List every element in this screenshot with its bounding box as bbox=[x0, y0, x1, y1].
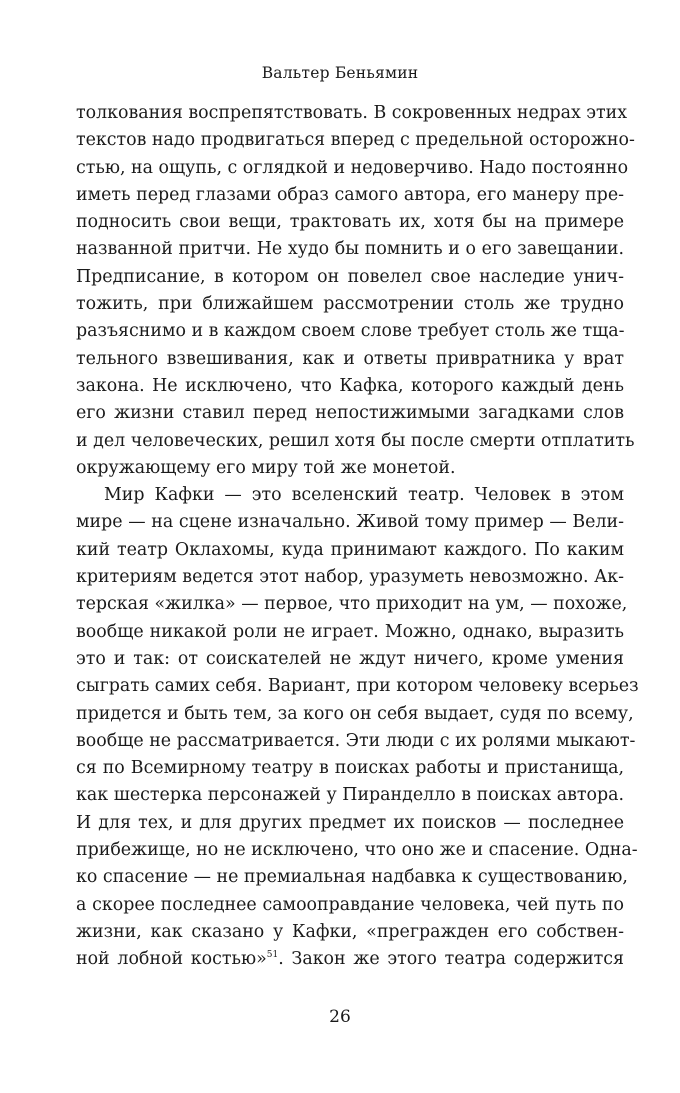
text-line: подносить свои вещи, трактовать их, хотя бы на примере bbox=[76, 212, 624, 233]
text-line: иметь перед глазами образ самого автора, его манеру пре- bbox=[76, 184, 624, 205]
text-line: Предписание, в котором он повелел свое наследие унич- bbox=[76, 266, 624, 287]
text-line: вообще не рассматривается. Эти люди с их ролями мыкают- bbox=[76, 730, 636, 751]
text-line: а скорее последнее самооправдание человека, чей путь по bbox=[76, 894, 624, 915]
text-line: его жизни ставил перед непостижимыми загадками слов bbox=[76, 403, 624, 424]
text-line: текстов надо продвигаться вперед с предельной осторожно- bbox=[76, 130, 635, 151]
paragraph-1 bbox=[76, 100, 635, 482]
text-line: критериям ведется этот набор, уразуметь невозможно. Ак- bbox=[76, 567, 624, 588]
text-line: И для тех, и для других предмет их поисков — последнее bbox=[76, 812, 624, 833]
text-line: окружающему его миру той же монетой. bbox=[76, 457, 456, 478]
page-number: 26 bbox=[329, 1007, 351, 1027]
paragraph-2 bbox=[76, 482, 639, 946]
text-line: это и так: от соискателей не ждут ничего, кроме умения bbox=[76, 648, 624, 669]
footnote-marker[interactable]: 51 bbox=[266, 950, 279, 961]
text-line: стью, на ощупь, с оглядкой и недоверчиво. Надо постоянно bbox=[76, 157, 629, 178]
line-segment: . Закон же этого театра содержится bbox=[278, 949, 624, 970]
text-line: и дел человеческих, решил хотя бы после смерти отплатить bbox=[76, 430, 635, 451]
text-line: закона. Не исключено, что Кафка, которого каждый день bbox=[76, 375, 624, 396]
text-line: мире — на сцене изначально. Живой тому пример — Вели- bbox=[76, 512, 624, 533]
body-text bbox=[76, 100, 639, 974]
text-line: названной притчи. Не худо бы помнить и о его завещании. bbox=[76, 239, 624, 260]
line-segment: ной лобной костью» bbox=[76, 949, 267, 970]
text-line: как шестерка персонажей у Пиранделло в поисках автора. bbox=[76, 785, 624, 806]
text-line: тельного взвешивания, как и ответы привратника у врат bbox=[76, 348, 624, 369]
text-line: сыграть самих себя. Вариант, при котором человеку всерьез bbox=[76, 676, 639, 697]
text-line: тожить, при ближайшем рассмотрении столь же трудно bbox=[76, 294, 624, 315]
text-line: ся по Всемирному театру в поисках работы и пристанища, bbox=[76, 758, 624, 779]
text-line-final bbox=[76, 946, 624, 973]
text-line: толкования воспрепятствовать. В сокровенных недрах этих bbox=[76, 103, 628, 123]
text-line: прибежище, но не исключено, что оно же и спасение. Одна- bbox=[76, 840, 638, 861]
text-line: кий театр Оклахомы, куда принимают каждого. По каким bbox=[76, 539, 624, 560]
text-line: разъяснимо и в каждом своем слове требует столь же тща- bbox=[76, 321, 625, 342]
text-line: придется и быть тем, за кого он себя выдает, судя по всему, bbox=[76, 703, 634, 724]
text-line: жизни, как сказано у Кафки, «прегражден его собствен- bbox=[76, 921, 624, 942]
text-line: терская «жилка» — первое, что приходит на ум, — похоже, bbox=[76, 594, 628, 615]
text-line: вообще никакой роли не играет. Можно, однако, выразить bbox=[76, 621, 624, 642]
text-line: Мир Кафки — это вселенский театр. Человек в этом bbox=[104, 485, 624, 506]
running-head: Вальтер Беньямин bbox=[261, 64, 419, 82]
text-line: ко спасение — не премиальная надбавка к существованию, bbox=[76, 867, 628, 888]
